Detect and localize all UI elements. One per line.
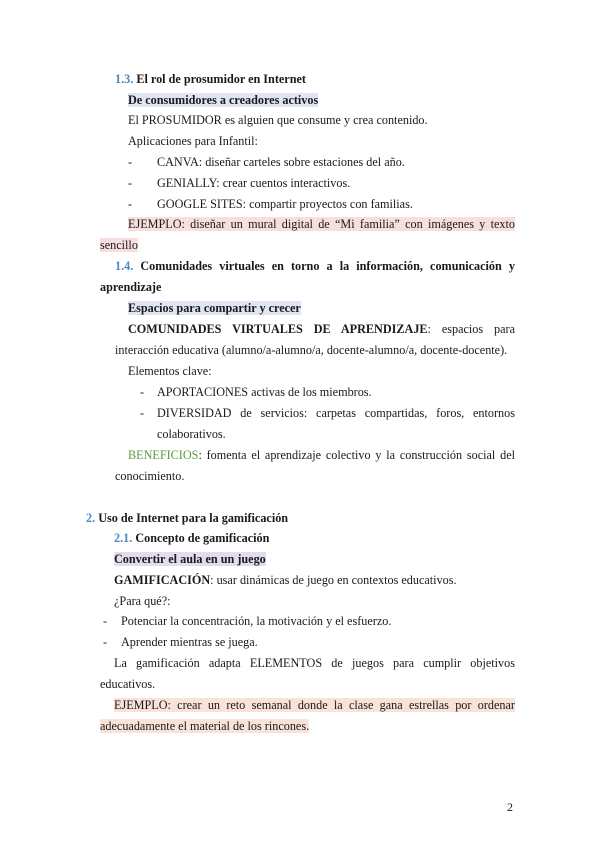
page-number: 2 [507,800,513,814]
example-line-1: EJEMPLO: diseñar un mural digital de “Mi familia” con imágenes y texto [128,217,515,231]
benefits-text: : fomenta el aprendizaje colectivo y la construcción social del [198,448,515,462]
app-item-dash: - [128,176,133,190]
app-item-canva: CANVA: diseñar carteles sobre estaciones del año. [157,155,405,169]
prosumidor-definition [128,112,428,128]
apps-title: Aplicaciones para Infantil: [128,134,258,148]
app-item-dash: - [128,155,133,169]
element-dash: - [140,406,145,420]
section-title: Uso de Internet para la gamificación [98,511,289,525]
paragraph-line-2: educativos. [100,677,156,691]
section-1-4-subtitle [128,300,301,316]
example-line-1: EJEMPLO: crear un reto semanal donde la clase gana estrellas por ordenar [114,698,515,712]
subtitle-highlight: De consumidores a creadores activos [128,93,319,107]
element-diversidad-line-1: DIVERSIDAD de servicios: carpetas compartidas, foros, entornos [157,406,515,420]
item-potenciar: Potenciar la concentración, la motivación y el esfuerzo. [121,614,392,628]
def-label: GAMIFICACIÓN [114,573,211,587]
item-aprender: Aprender mientras se juega. [121,635,258,649]
def-post: es alguien que consume y crea contenido. [221,113,428,127]
app-item-google-sites: GOOGLE SITES: compartir proyectos con familias. [157,197,413,211]
example-line-2: adecuadamente el material de los rincones. [100,719,310,733]
def-post: : espacios para [427,322,515,336]
def-pre: El [128,113,142,127]
section-number: 1.3. [115,72,134,86]
highlight-text: Convertir el aula en un juego [114,552,266,566]
def-label: PROSUMIDOR [141,113,222,127]
section-2-heading [86,510,288,526]
section-title-line-2: aprendizaje [100,280,162,294]
section-number: 2. [86,511,96,525]
comunidades-definition [115,321,515,358]
item-dash: - [103,635,108,649]
subtitle-highlight: Espacios para compartir y crecer [128,301,301,315]
section-2-1-heading [114,530,269,546]
question: ¿Para qué?: [114,594,171,608]
section-title: El rol de prosumidor en Internet [136,72,306,86]
benefits [115,447,515,484]
app-item-dash: - [128,197,133,211]
section-title-line-1: Comunidades virtuales en torno a la información, comunicación y [140,259,515,273]
section-number: 1.4. [115,259,134,273]
example-2-1 [100,697,515,734]
section-1-3-subtitle [128,92,318,108]
def-label: COMUNIDADES VIRTUALES DE APRENDIZAJE [128,322,428,336]
example-line-2: sencillo [100,238,138,252]
gamification-highlight [114,551,266,567]
section-1-4-heading [100,258,515,295]
def-line-2: interacción educativa (alumno/a-alumno/a, docente-alumno/a, docente-docente). [115,343,508,357]
subsection-number: 2.1. [114,531,133,545]
element-diversidad [157,405,515,442]
element-dash: - [140,385,145,399]
subsection-title: Concepto de gamificación [135,531,270,545]
gamification-paragraph [100,655,515,692]
element-aportaciones: APORTACIONES activas de los miembros. [157,385,372,399]
item-dash: - [103,614,108,628]
elements-title: Elementos clave: [128,364,212,378]
benefits-line-2: conocimiento. [115,469,185,483]
benefits-label: BENEFICIOS [128,448,199,462]
app-item-genially: GENIALLY: crear cuentos interactivos. [157,176,351,190]
section-1-3-heading [115,71,306,87]
gamificacion-definition [114,572,457,588]
paragraph-line-1: La gamificación adapta ELEMENTOS de juegos para cumplir objetivos [114,656,515,670]
example-1-3 [100,216,515,253]
def-post: : usar dinámicas de juego en contextos educativos. [210,573,457,587]
element-diversidad-line-2: colaborativos. [157,427,226,441]
